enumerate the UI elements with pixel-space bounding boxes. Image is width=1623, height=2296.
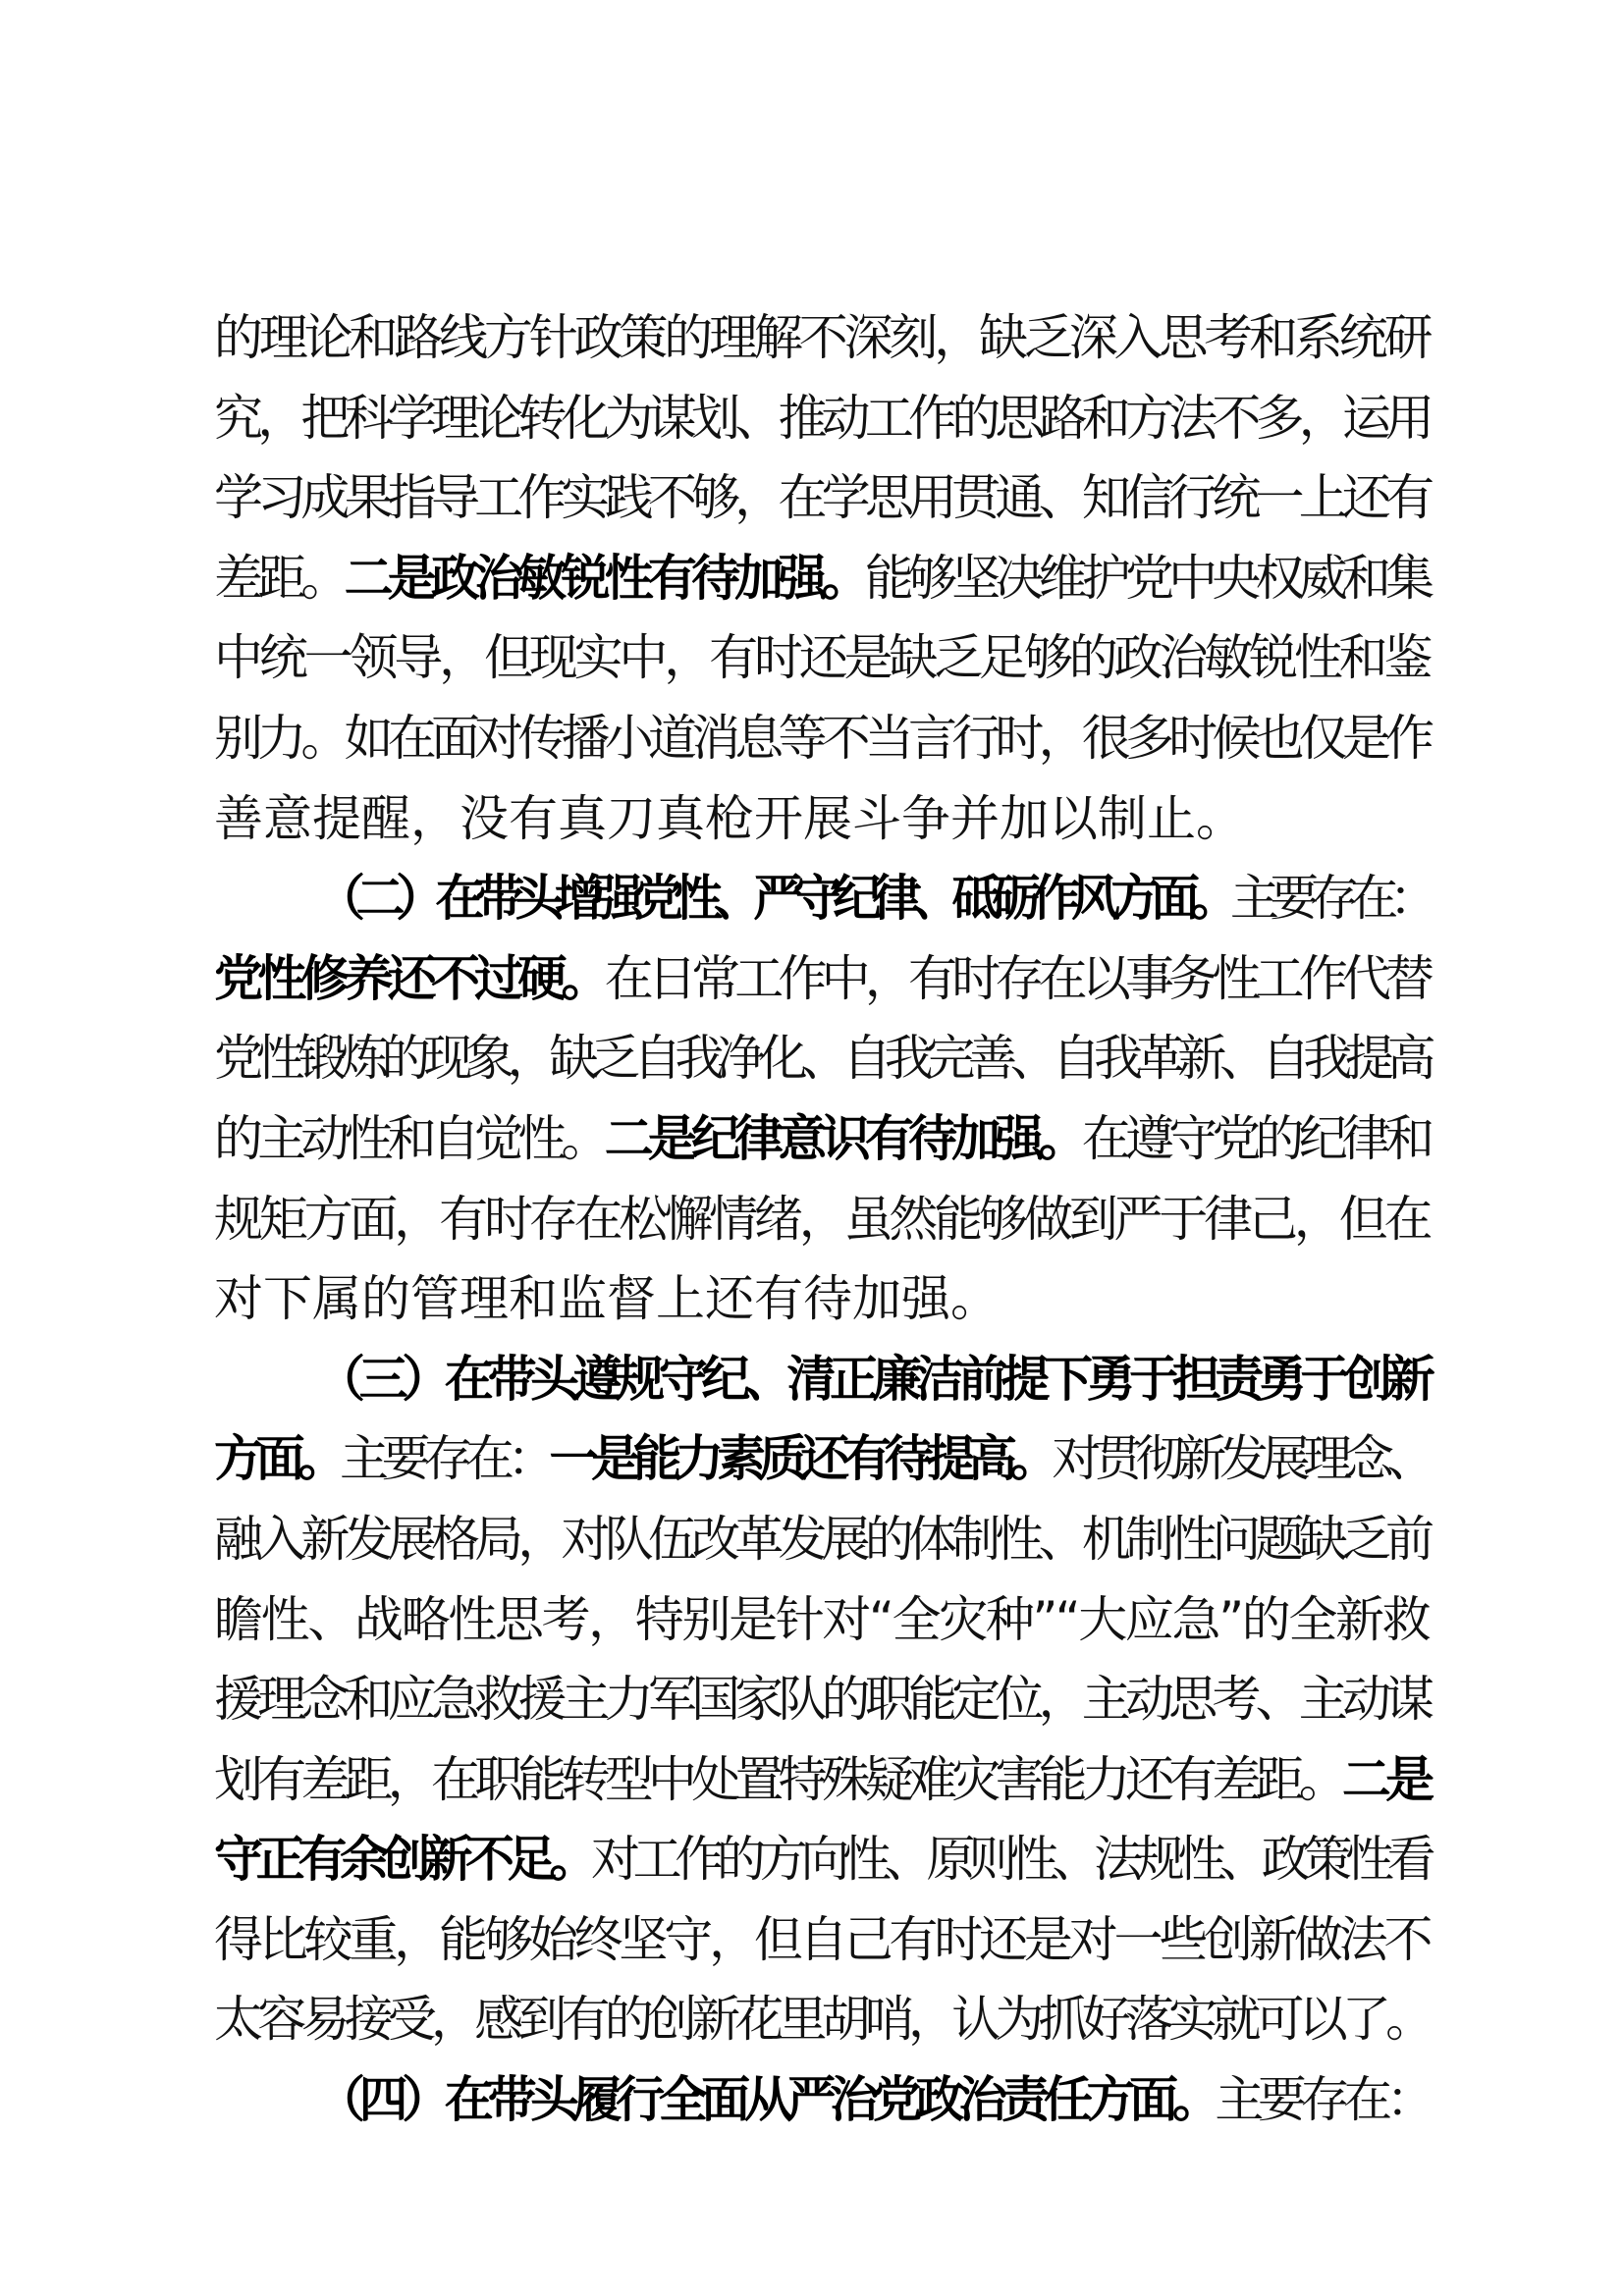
bold-text: 二是 — [1341, 1750, 1429, 1808]
body-text: 学习成果指导工作实践不够，在学思用贯通、知信行统一上还有 — [214, 469, 1429, 527]
text-line — [214, 939, 1429, 1020]
body-text: 主要存在： — [1229, 870, 1429, 928]
body-text: 太容易接受，感到有的创新花里胡哨，认为抓好落实就可以了。 — [214, 1991, 1429, 2049]
bold-text: 方面。 — [214, 1430, 340, 1488]
section-heading-line — [214, 2060, 1429, 2141]
text-line — [214, 1259, 1429, 1340]
bold-text: 二是纪律意识有待加强。 — [604, 1109, 1082, 1167]
body-text: 在日常工作中，有时存在以事务性工作代替 — [604, 949, 1429, 1007]
text-line — [214, 458, 1429, 539]
text-line — [214, 1019, 1429, 1099]
body-text: 划有差距，在职能转型中处置特殊疑难灾害能力还有差距。 — [214, 1750, 1342, 1808]
body-text: 主要存在： — [340, 1430, 550, 1488]
body-text: 对下属的管理和监督上还有待加强。 — [214, 1270, 1000, 1328]
body-text: 的理论和路线方针政策的理解不深刻，缺乏深入思考和系统研 — [214, 309, 1429, 366]
text-line — [214, 1900, 1429, 1981]
text-line — [214, 1180, 1429, 1260]
bold-text: 守正有余创新不足。 — [214, 1831, 591, 1889]
text-line — [214, 1820, 1429, 1900]
text-line — [214, 1099, 1429, 1180]
bold-text: 一是能力素质还有待提高。 — [549, 1430, 1053, 1488]
body-text: 究，把科学理论转化为谋划、推动工作的思路和方法不多，运用 — [214, 389, 1429, 447]
body-text: 能够坚决维护党中央权威和集 — [864, 549, 1430, 607]
bold-text: （二）在带头增强党性、严守纪律、砥砺作风方面。 — [316, 870, 1230, 928]
section-heading-line — [214, 859, 1429, 939]
text-line — [214, 699, 1429, 779]
body-text: 党性锻炼的现象，缺乏自我净化、自我完善、自我革新、自我提高 — [214, 1030, 1429, 1088]
body-text: 主要存在： — [1215, 2071, 1429, 2129]
body-text: 对工作的方向性、原则性、法规性、政策性看 — [591, 1831, 1429, 1889]
body-text: 在遵守党的纪律和 — [1081, 1109, 1429, 1167]
bold-text: 党性修养还不过硬。 — [214, 949, 605, 1007]
body-text: 的主动性和自觉性。 — [214, 1109, 605, 1167]
bold-text: （四）在带头履行全面从严治党政治责任方面。 — [316, 2071, 1216, 2129]
text-line — [214, 539, 1429, 619]
body-text: 中统一领导，但现实中，有时还是缺乏足够的政治敏锐性和鉴 — [214, 629, 1429, 687]
text-line — [214, 379, 1429, 459]
text-line — [214, 1660, 1429, 1740]
body-text: 援理念和应急救援主力军国家队的职能定位，主动思考、主动谋 — [214, 1671, 1429, 1729]
text-line — [214, 779, 1429, 860]
body-text: 规矩方面，有时存在松懈情绪，虽然能够做到严于律己，但在 — [214, 1190, 1429, 1248]
body-text: 对贯彻新发展理念、 — [1052, 1430, 1429, 1488]
body-text: 差距。 — [214, 549, 345, 607]
text-line — [214, 618, 1429, 699]
bold-text: （三）在带头遵规守纪、清正廉洁前提下勇于担责勇于创新 — [316, 1350, 1429, 1408]
body-text: 善意提醒，没有真刀真枪开展斗争并加以制止。 — [214, 789, 1245, 847]
text-line — [214, 1500, 1429, 1580]
body-text: 融入新发展格局，对队伍改革发展的体制性、机制性问题缺乏前 — [214, 1510, 1429, 1568]
text-line — [214, 1580, 1429, 1661]
text-line — [214, 1980, 1429, 2060]
text-line — [214, 298, 1429, 379]
body-text: 瞻性、战略性思考，特别是针对“全灾种”“大应急”的全新救 — [214, 1590, 1429, 1648]
section-heading-line — [214, 1340, 1429, 1420]
body-text: 得比较重，能够始终坚守，但自己有时还是对一些创新做法不 — [214, 1910, 1429, 1968]
document-body — [214, 298, 1429, 2141]
bold-text: 二是政治敏锐性有待加强。 — [344, 549, 865, 607]
body-text: 别力。如在面对传播小道消息等不当言行时，很多时候也仅是作 — [214, 709, 1429, 767]
text-line — [214, 1740, 1429, 1821]
text-line — [214, 1419, 1429, 1500]
